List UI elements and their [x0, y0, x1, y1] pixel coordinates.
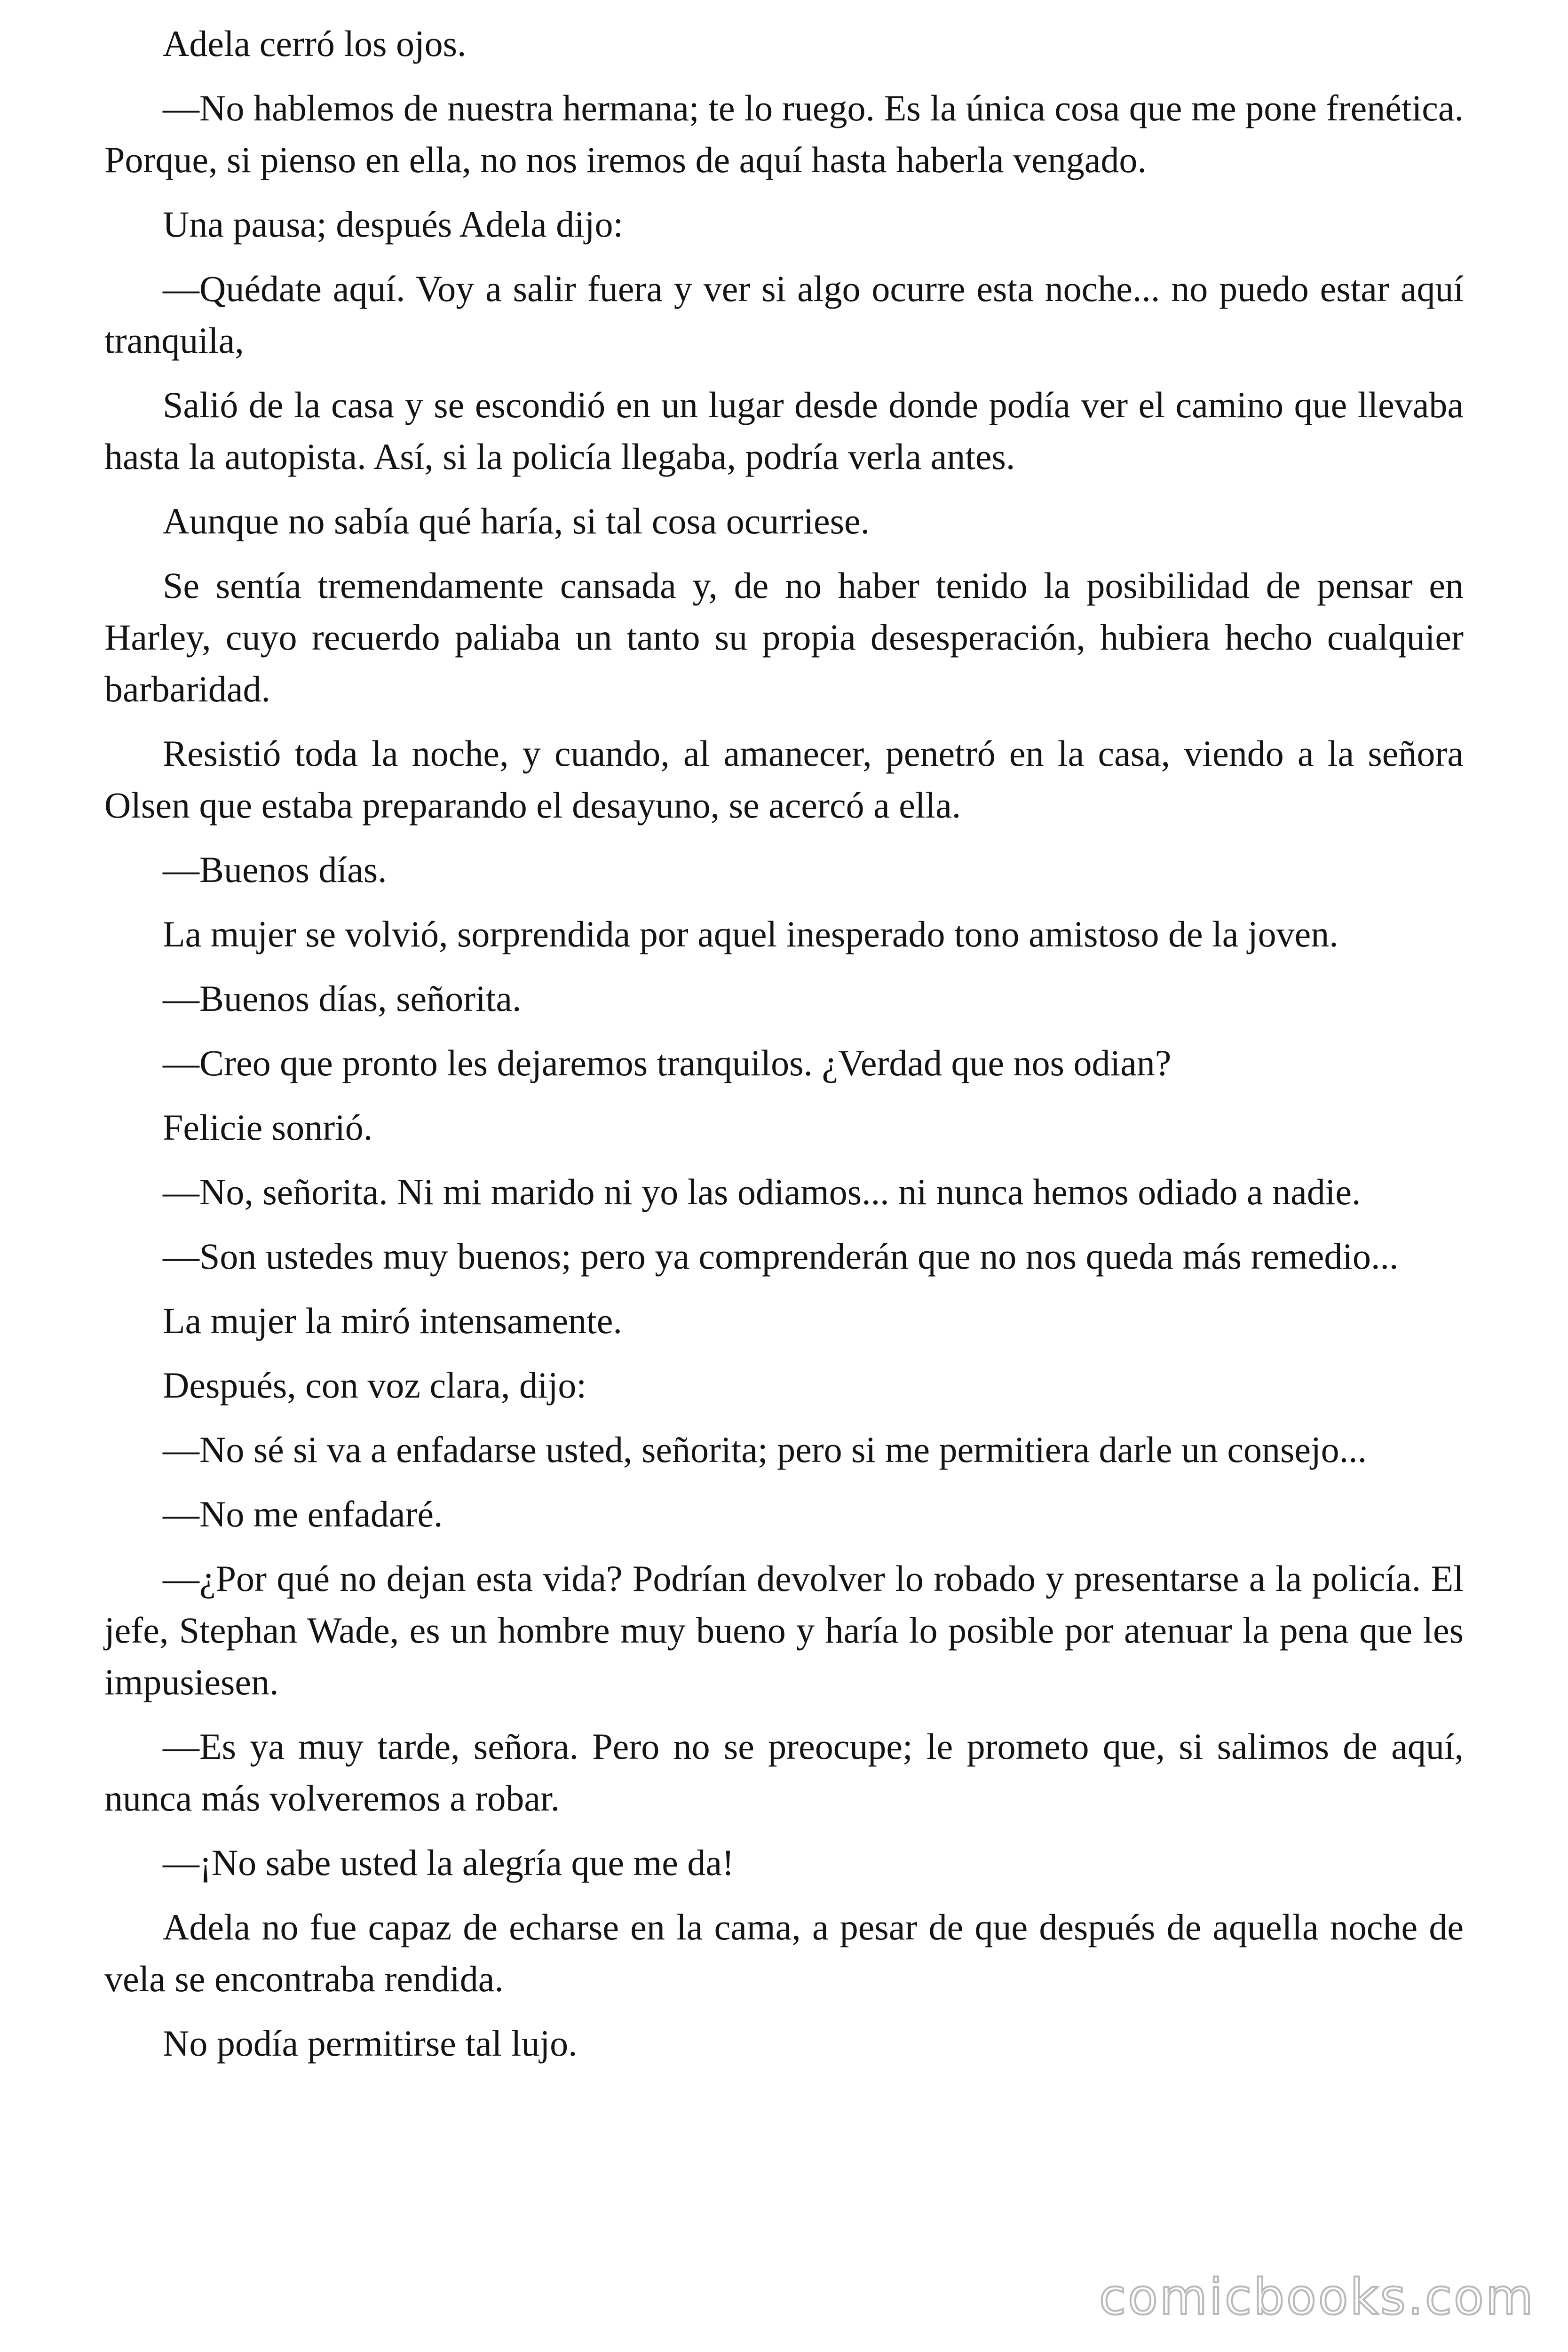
- paragraph: —No sé si va a enfadarse usted, señorita; pero si me permitiera darle un consejo...: [163, 1429, 1367, 1470]
- paragraph: Se sentía tremendamente cansada y, de no haber tenido la posibilidad de pensar en Harley, cuyo recuerdo paliaba un tanto su propia desesperación, hubiera hecho cualquier barbaridad.: [104, 565, 1464, 709]
- paragraph: Felicie sonrió.: [163, 1107, 373, 1148]
- paragraph: La mujer se volvió, sorprendida por aquel inesperado tono amistoso de la joven.: [163, 914, 1338, 954]
- paragraph: —¡No sabe usted la alegría que me da!: [163, 1842, 735, 1883]
- paragraph: La mujer la miró intensamente.: [163, 1300, 622, 1341]
- paragraph: —¿Por qué no dejan esta vida? Podrían devolver lo robado y presentarse a la policía. El jefe, Stephan Wade, es un hombre muy bueno y haría lo posible por atenuar la pena que les impusiesen.: [104, 1558, 1464, 1702]
- paragraph: —No me enfadaré.: [163, 1494, 443, 1534]
- body-text: [104, 18, 1464, 2082]
- paragraph: —Buenos días, señorita.: [163, 978, 522, 1019]
- paragraph: —Es ya muy tarde, señora. Pero no se preocupe; le prometo que, si salimos de aquí, nunca más volveremos a robar.: [104, 1726, 1464, 1819]
- paragraph: Adela no fue capaz de echarse en la cama, a pesar de que después de aquella noche de vela se encontraba rendida.: [104, 1907, 1464, 1999]
- watermark-text: comicbooks.com: [1099, 2268, 1535, 2326]
- paragraph: Resistió toda la noche, y cuando, al amanecer, penetró en la casa, viendo a la señora Olsen que estaba preparando el desayuno, se acercó a ella.: [104, 733, 1464, 826]
- paragraph: —Creo que pronto les dejaremos tranquilos. ¿Verdad que nos odian?: [163, 1042, 1172, 1083]
- paragraph: —No, señorita. Ni mi marido ni yo las odiamos... ni nunca hemos odiado a nadie.: [163, 1171, 1361, 1212]
- paragraph: —No hablemos de nuestra hermana; te lo ruego. Es la única cosa que me pone frenética. Porque, si pienso en ella, no nos iremos de aquí hasta haberla vengado.: [104, 87, 1464, 180]
- paragraph: Adela cerró los ojos.: [163, 23, 467, 64]
- paragraph: Salió de la casa y se escondió en un lugar desde donde podía ver el camino que llevaba hasta la autopista. Así, si la policía llegaba, podría verla antes.: [104, 384, 1464, 477]
- paragraph: —Buenos días.: [163, 849, 387, 890]
- paragraph: —Son ustedes muy buenos; pero ya comprenderán que no nos queda más remedio...: [163, 1236, 1399, 1277]
- paragraph: —Quédate aquí. Voy a salir fuera y ver si algo ocurre esta noche... no puedo estar aquí tranquila,: [104, 268, 1464, 361]
- paragraph: Una pausa; después Adela dijo:: [163, 204, 624, 245]
- paragraph: Después, con voz clara, dijo:: [163, 1365, 587, 1406]
- paragraph: No podía permitirse tal lujo.: [163, 2023, 578, 2064]
- paragraph: Aunque no sabía qué haría, si tal cosa ocurriese.: [163, 501, 870, 541]
